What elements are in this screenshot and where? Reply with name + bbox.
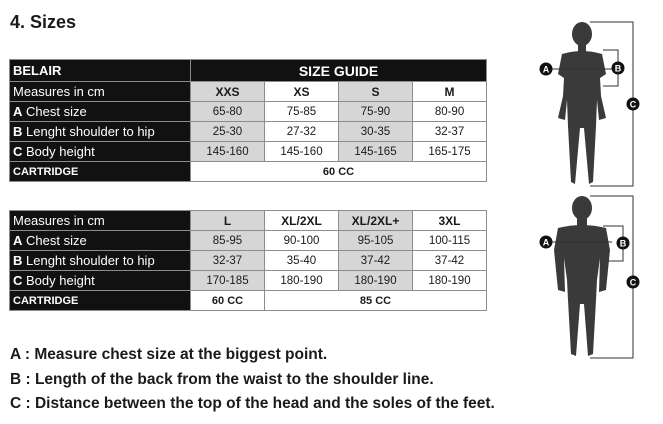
table-cell: 35-40 bbox=[265, 251, 339, 271]
table-cell: 170-185 bbox=[191, 271, 265, 291]
cartridge-label: CARTRIDGE bbox=[10, 291, 191, 311]
table-cell: 85-95 bbox=[191, 231, 265, 251]
table-cell: 145-160 bbox=[265, 142, 339, 162]
size-header: XL/2XL+ bbox=[339, 211, 413, 231]
table-cell: 65-80 bbox=[191, 102, 265, 122]
size-header: XL/2XL bbox=[265, 211, 339, 231]
svg-text:A: A bbox=[542, 64, 550, 75]
measures-header: Measures in cm bbox=[10, 82, 191, 102]
svg-text:C: C bbox=[629, 99, 637, 110]
size-header: XXS bbox=[191, 82, 265, 102]
marker-c-icon bbox=[627, 276, 640, 289]
table-cell: 90-100 bbox=[265, 231, 339, 251]
svg-text:B: B bbox=[619, 238, 627, 249]
row-label: B Lenght shoulder to hip bbox=[10, 251, 191, 271]
table-cell: 180-190 bbox=[339, 271, 413, 291]
table-cell: 32-37 bbox=[191, 251, 265, 271]
table-cell: 37-42 bbox=[339, 251, 413, 271]
legend-c: C : Distance between the top of the head and the soles of the feet. bbox=[10, 395, 495, 412]
size-header: L bbox=[191, 211, 265, 231]
legend-a: A : Measure chest size at the biggest point. bbox=[10, 346, 328, 363]
marker-b-icon bbox=[617, 237, 630, 250]
cartridge-value: 60 CC bbox=[191, 162, 487, 182]
svg-text:B: B bbox=[614, 63, 622, 74]
row-label: C Body height bbox=[10, 271, 191, 291]
female-figure-icon bbox=[558, 22, 606, 184]
table-cell: 145-165 bbox=[339, 142, 413, 162]
size-guide-header: SIZE GUIDE bbox=[191, 60, 487, 82]
row-label: A Chest size bbox=[10, 102, 191, 122]
table-cell: 165-175 bbox=[413, 142, 487, 162]
cartridge-value: 60 CC bbox=[191, 291, 265, 311]
row-label: A Chest size bbox=[10, 231, 191, 251]
table-cell: 100-115 bbox=[413, 231, 487, 251]
table-cell: 27-32 bbox=[265, 122, 339, 142]
table-cell: 80-90 bbox=[413, 102, 487, 122]
table-cell: 32-37 bbox=[413, 122, 487, 142]
svg-text:A: A bbox=[542, 237, 550, 248]
size-header: 3XL bbox=[413, 211, 487, 231]
male-figure-icon bbox=[554, 196, 610, 356]
size-header: S bbox=[339, 82, 413, 102]
cartridge-label: CARTRIDGE bbox=[10, 162, 191, 182]
measures-header: Measures in cm bbox=[10, 211, 191, 231]
table-cell: 95-105 bbox=[339, 231, 413, 251]
table-cell: 75-85 bbox=[265, 102, 339, 122]
marker-b-icon bbox=[612, 62, 625, 75]
table-cell: 37-42 bbox=[413, 251, 487, 271]
table-cell: 145-160 bbox=[191, 142, 265, 162]
marker-c-icon bbox=[627, 98, 640, 111]
size-header: M bbox=[413, 82, 487, 102]
section-title: 4. Sizes bbox=[10, 12, 77, 32]
row-label: C Body height bbox=[10, 142, 191, 162]
table-cell: 75-90 bbox=[339, 102, 413, 122]
table-cell: 180-190 bbox=[413, 271, 487, 291]
row-label: B Lenght shoulder to hip bbox=[10, 122, 191, 142]
marker-a-icon bbox=[540, 63, 553, 76]
marker-a-icon bbox=[540, 236, 553, 249]
svg-text:C: C bbox=[629, 277, 637, 288]
cartridge-value: 85 CC bbox=[265, 291, 487, 311]
table-cell: 30-35 bbox=[339, 122, 413, 142]
size-header: XS bbox=[265, 82, 339, 102]
table-cell: 180-190 bbox=[265, 271, 339, 291]
table-cell: 25-30 bbox=[191, 122, 265, 142]
brand-label: BELAIR bbox=[10, 60, 191, 82]
legend-b: B : Length of the back from the waist to the shoulder line. bbox=[10, 371, 434, 388]
